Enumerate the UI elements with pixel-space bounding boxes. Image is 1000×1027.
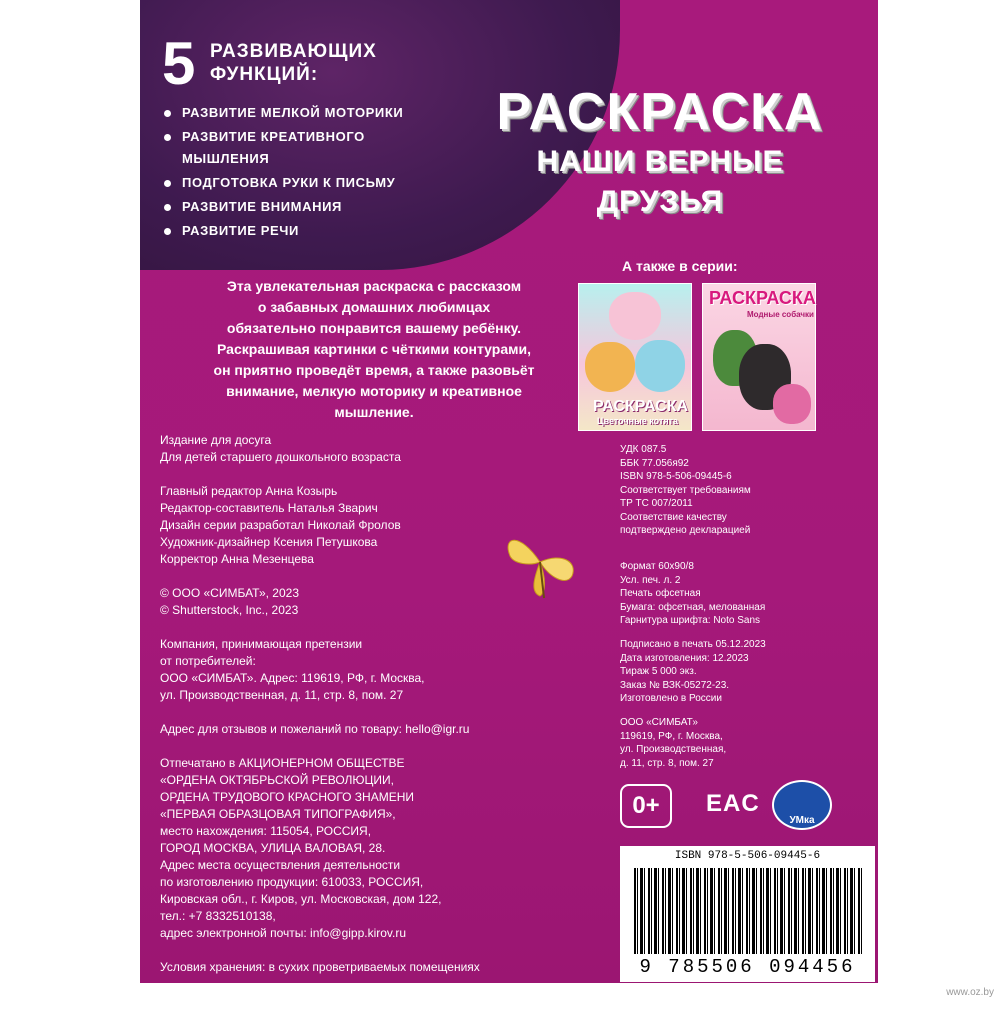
butterfly-icon	[500, 522, 580, 602]
cover-subtitle: Модные собачки	[747, 310, 814, 319]
cover-subtitle: Цветочные котята	[597, 416, 679, 426]
print-specs	[620, 560, 765, 628]
publication-info	[620, 443, 751, 538]
functions-heading-line: РАЗВИВАЮЩИХ	[210, 41, 377, 62]
info-line	[160, 976, 498, 993]
title-line-2: НАШИ ВЕРНЫЕ	[536, 145, 784, 178]
title-line-3: ДРУЗЬЯ	[596, 185, 724, 218]
info-line: Соответствие качеству	[620, 511, 727, 523]
barcode-isbn: ISBN 978-5-506-09445-6	[674, 850, 821, 862]
barcode	[620, 846, 875, 982]
info-line: Дизайн серии разработал Николай Фролов	[160, 518, 401, 532]
book-title	[470, 82, 850, 222]
info-line: 119619, РФ, г. Москва,	[620, 730, 723, 742]
info-line: ул. Производственная,	[620, 744, 727, 755]
info-line: Кировская обл., г. Киров, ул. Московская, дом 122,	[160, 892, 442, 906]
intro-text	[154, 276, 594, 423]
functions-heading	[210, 40, 377, 86]
barcode-bars	[634, 868, 862, 954]
functions-list	[162, 102, 472, 244]
info-line: Издание для досуга	[160, 433, 272, 447]
info-line: © ООО «СИМБАТ», 2023	[160, 586, 299, 600]
info-line	[160, 619, 498, 636]
info-line: Отпечатано в АКЦИОНЕРНОМ ОБЩЕСТВЕ	[160, 756, 405, 770]
book-back-cover	[140, 0, 878, 1025]
info-line: от потребителей:	[160, 654, 256, 668]
info-line: Компания, принимающая претензии	[160, 637, 363, 651]
info-line: ООО «СИМБАТ». Адрес: 119619, РФ, г. Москва,	[160, 671, 425, 685]
info-line: Изготовлено в России	[620, 693, 722, 704]
info-line: «ОРДЕНА ОКТЯБРЬСКОЙ РЕВОЛЮЦИИ,	[160, 773, 394, 787]
info-line: ГОРОД МОСКВА, УЛИЦА ВАЛОВАЯ, 28.	[160, 841, 386, 855]
function-item: ПОДГОТОВКА РУКИ К ПИСЬМУ	[162, 172, 472, 194]
info-line: Условия хранения: в сухих проветриваемых помещениях	[160, 960, 480, 974]
info-line: подтверждено декларацией	[620, 525, 751, 536]
info-line: Усл. печ. л. 2	[620, 574, 681, 586]
info-line: ООО «СИМБАТ»	[620, 717, 698, 728]
info-line	[160, 942, 498, 959]
series-label: А также в серии:	[622, 258, 738, 274]
info-line: ISBN 978-5-506-09445-6	[620, 471, 732, 482]
info-line: Главный редактор Анна Козырь	[160, 484, 338, 498]
intro-line: Эта увлекательная раскраска с рассказом	[226, 278, 522, 294]
functions-number: 5	[162, 30, 196, 97]
info-line: УДК 087.5	[620, 444, 667, 455]
title-main: РАСКРАСКА	[496, 83, 824, 141]
info-line: «ПЕРВАЯ ОБРАЗЦОВАЯ ТИПОГРАФИЯ»,	[160, 807, 396, 821]
intro-line: Раскрашивая картинки с чёткими контурами,	[217, 341, 531, 357]
cover-title: РАСКРАСКА	[593, 398, 689, 415]
info-line	[160, 568, 498, 585]
eac-mark: EAC	[706, 790, 760, 817]
intro-line: внимание, мелкую моторику и креативное	[226, 383, 522, 399]
info-line	[160, 466, 498, 483]
info-line: Гарнитура шрифта: Noto Sans	[620, 615, 761, 626]
cover-title: РАСКРАСКА	[709, 288, 816, 308]
info-line: для раскрашивания	[160, 1011, 271, 1025]
info-line: Дата изготовления: 12.2023	[620, 652, 749, 664]
info-line: д. 11, стр. 8, пом. 27	[620, 757, 714, 769]
barcode-digits: 9 785506 094456	[639, 956, 856, 978]
function-item: РАЗВИТИЕ КРЕАТИВНОГО МЫШЛЕНИЯ	[162, 126, 382, 170]
credits-block	[160, 432, 498, 1027]
kitten-illustration	[609, 292, 661, 340]
info-line: Элементы рисунка размером менее 5 мм не предназначены	[160, 994, 499, 1008]
info-line: Тираж 5 000 экз.	[620, 666, 697, 677]
info-line: Адрес места осуществления деятельности	[160, 858, 401, 872]
function-item: РАЗВИТИЕ РЕЧИ	[162, 220, 472, 242]
function-item: РАЗВИТИЕ МЕЛКОЙ МОТОРИКИ	[162, 102, 472, 124]
info-line	[160, 738, 498, 755]
intro-line: мышление.	[334, 404, 414, 420]
info-line: по изготовлению продукции: 610033, РОССИЯ,	[160, 875, 424, 889]
functions-heading-line: ФУНКЦИЙ:	[210, 64, 319, 85]
kitten-illustration	[635, 340, 685, 392]
info-line: Подписано в печать 05.12.2023	[620, 639, 766, 650]
info-line: Для детей старшего дошкольного возраста	[160, 450, 401, 464]
info-line: ББК 77.056я92	[620, 457, 689, 469]
info-line: Адрес для отзывов и пожеланий по товару: hello@igr.ru	[160, 722, 470, 736]
info-line: Корректор Анна Мезенцева	[160, 552, 314, 566]
publisher-address	[620, 716, 726, 770]
info-line: тел.: +7 8332510138,	[160, 909, 276, 923]
intro-line: он приятно проведёт время, а также разовьёт	[213, 362, 535, 378]
info-line: Редактор-составитель Наталья Зварич	[160, 501, 378, 515]
info-line: Соответствует требованиям	[620, 484, 751, 496]
intro-line: о забавных домашних любимцах	[257, 299, 491, 315]
umka-logo: УМка	[772, 780, 832, 830]
info-line: Формат 60х90/8	[620, 561, 694, 572]
info-line: ТР ТС 007/2011	[620, 498, 693, 509]
info-line: место нахождения: 115054, РОССИЯ,	[160, 824, 372, 838]
age-rating-badge: 0+	[620, 784, 672, 828]
print-dates	[620, 638, 766, 706]
info-line: Заказ № ВЗК-05272-23.	[620, 679, 730, 691]
watermark: www.oz.by	[946, 987, 994, 998]
info-line: Художник-дизайнер Ксения Петушкова	[160, 535, 378, 549]
series-cover-kittens[interactable]	[578, 283, 692, 431]
intro-line: обязательно понравится вашему ребёнку.	[226, 320, 522, 336]
info-line: ул. Производственная, д. 11, стр. 8, пом. 27	[160, 688, 404, 702]
info-line: ОРДЕНА ТРУДОВОГО КРАСНОГО ЗНАМЕНИ	[160, 790, 415, 804]
info-line	[160, 704, 498, 721]
series-cover-dogs[interactable]	[702, 283, 816, 431]
info-line: Печать офсетная	[620, 588, 701, 599]
dog-illustration	[773, 384, 811, 424]
function-item: РАЗВИТИЕ ВНИМАНИЯ	[162, 196, 472, 218]
info-line: © Shutterstock, Inc., 2023	[160, 603, 299, 617]
info-line: Бумага: офсетная, мелованная	[620, 601, 766, 613]
info-line: адрес электронной почты: info@gipp.kirov.ru	[160, 926, 407, 940]
